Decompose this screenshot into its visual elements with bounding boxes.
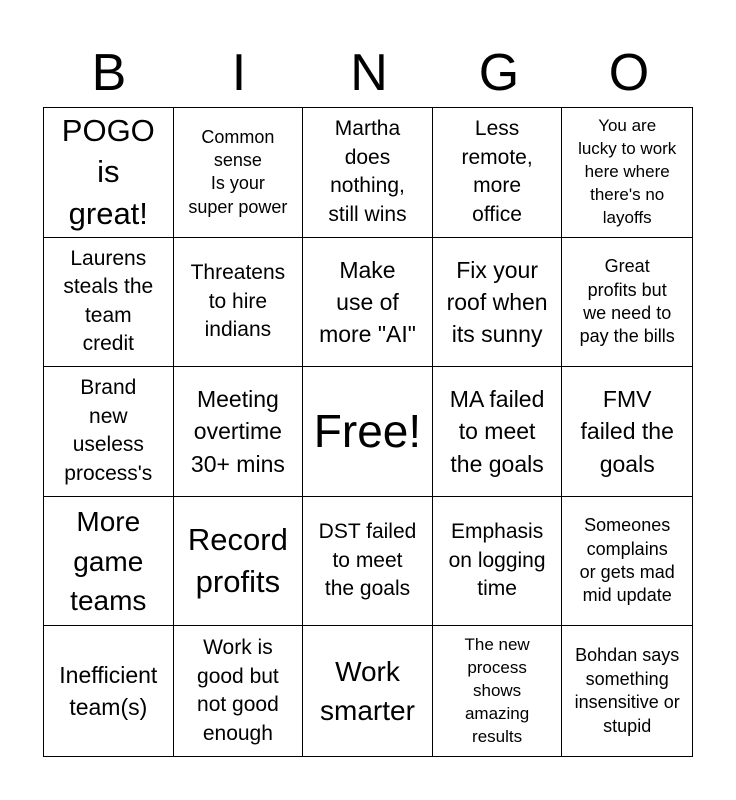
bingo-cell-text: Make use of more "AI" (319, 256, 416, 347)
bingo-cell-r4c1[interactable] (44, 497, 174, 627)
bingo-cell-text: Threatens to hire indians (190, 261, 286, 342)
bingo-cell-text: Common sense Is your super power (188, 126, 288, 217)
bingo-cell-r1c1[interactable] (44, 108, 174, 238)
bingo-cell-r3c4[interactable] (433, 367, 563, 497)
free-space-text: Free! (313, 405, 422, 458)
bingo-cell-r1c2[interactable] (174, 108, 304, 238)
bingo-cell-r3c5[interactable] (562, 367, 692, 497)
bingo-cell-r5c5[interactable] (562, 626, 692, 756)
bingo-cell-r5c2[interactable] (174, 626, 304, 756)
bingo-cell-text: Someones complains or gets mad mid update (579, 515, 675, 606)
bingo-cell-r3c2[interactable] (174, 367, 304, 497)
bingo-cell-r1c3[interactable] (303, 108, 433, 238)
bingo-cell-r5c1[interactable] (44, 626, 174, 756)
bingo-cell-text: Bohdan says something insensitive or stupid (574, 645, 680, 736)
bingo-cell-r2c5[interactable] (562, 238, 692, 368)
bingo-cell-text: Laurens steals the team credit (63, 246, 154, 356)
bingo-cell-r3c1[interactable] (44, 367, 174, 497)
header-letter-n: N (350, 44, 388, 102)
bingo-cell-text: Brand new useless process's (64, 376, 153, 486)
bingo-cell-r2c1[interactable] (44, 238, 174, 368)
header-letter-i: I (231, 44, 247, 102)
bingo-cell-r2c3[interactable] (303, 238, 433, 368)
bingo-cell-r4c3[interactable] (303, 497, 433, 627)
bingo-cell-text: Work smarter (320, 656, 415, 727)
bingo-cell-text: Martha does nothing, still wins (328, 117, 407, 226)
bingo-cell-r1c4[interactable] (433, 108, 563, 238)
bingo-cell-r4c5[interactable] (562, 497, 692, 627)
header-letter-g: G (478, 44, 520, 102)
bingo-board (43, 107, 693, 757)
bingo-cell-text: DST failed to meet the goals (318, 520, 417, 601)
bingo-header (44, 40, 694, 106)
bingo-cell-text: Record profits (187, 522, 288, 600)
bingo-cell-text: More game teams (70, 506, 147, 616)
bingo-cell-r5c3[interactable] (303, 626, 433, 756)
bingo-cell-text: FMV failed the goals (580, 386, 674, 477)
bingo-cell-r2c4[interactable] (433, 238, 563, 368)
bingo-cell-text: Great profits but we need to pay the bills (579, 256, 675, 347)
header-letter-o: O (608, 44, 650, 102)
bingo-cell-text: Meeting overtime 30+ mins (190, 386, 285, 477)
bingo-cell-text: Fix your roof when its sunny (446, 256, 548, 347)
bingo-cell-free[interactable] (303, 367, 433, 497)
bingo-cell-r4c4[interactable] (433, 497, 563, 627)
bingo-cell-r5c4[interactable] (433, 626, 563, 756)
bingo-cell-text: Emphasis on logging time (448, 520, 546, 601)
bingo-cell-r1c5[interactable] (562, 108, 692, 238)
bingo-cell-text: POGO is great! (61, 112, 155, 232)
bingo-cell-r2c2[interactable] (174, 238, 304, 368)
bingo-cell-text: You are lucky to work here where there's no layoffs (578, 115, 677, 227)
bingo-cell-text: MA failed to meet the goals (449, 386, 545, 477)
header-letter-b: B (91, 44, 127, 102)
bingo-cell-r4c2[interactable] (174, 497, 304, 627)
bingo-cell-text: Work is good but not good enough (197, 636, 279, 745)
bingo-cell-text: Less remote, more office (461, 117, 533, 226)
bingo-cell-text: Inefficient team(s) (59, 662, 158, 721)
bingo-cell-text: The new process shows amazing results (464, 634, 530, 746)
